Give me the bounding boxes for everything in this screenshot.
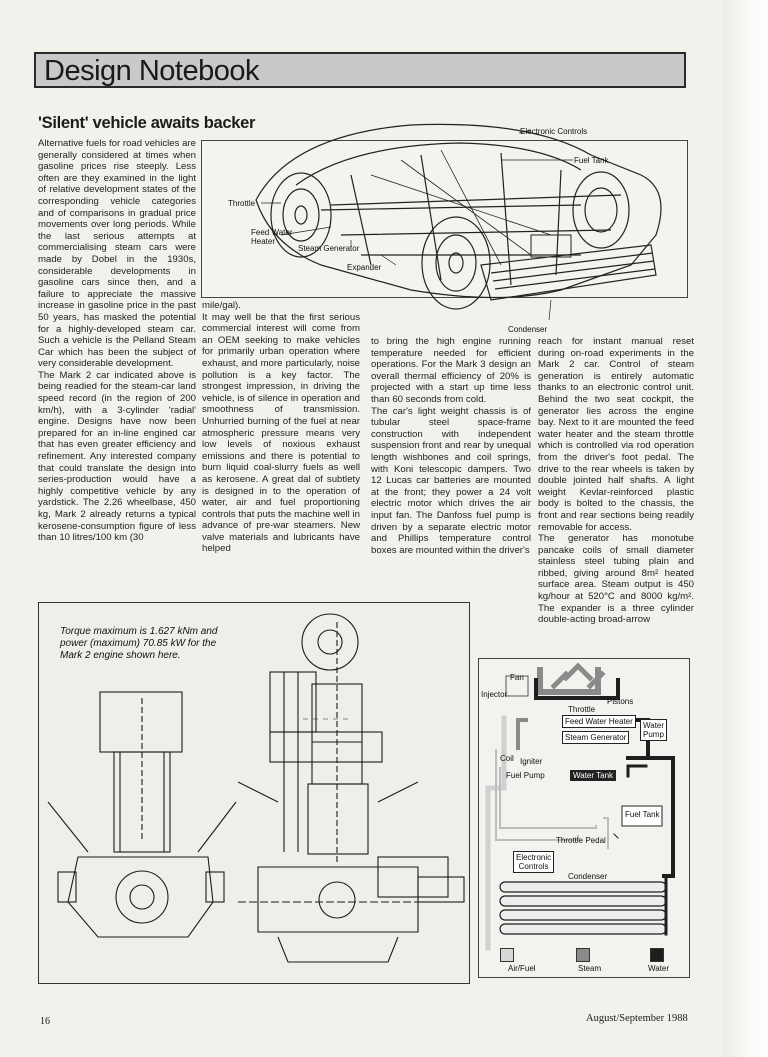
schem-label-feed-water-heater: Feed Water Heater bbox=[562, 715, 636, 728]
schem-label-electronic-controls: Electronic Controls bbox=[513, 851, 554, 873]
article-column-2: mile/gal). It may well be that the first serious commercial interest will come from an OEM seeking to make vehicles for primarily urban operation where exhaust, and more particularly, noise pollution is a key factor. The strongest impression, in driving the vehicle, is of silence in operation and smoothness of transmission. Unhurried burning of the fuel at near atmospheric pressure means very low levels of noxious exhaust emissions and there is potential to burn liquid coal-slurry fuels as well as kerosene. A great dal of subtlety is designed in to the operation of water, air and fuel proportioning controls that puts the machine well in advance of pre-war steamers. New valve materials and lubricants have helped bbox=[202, 300, 360, 555]
schem-label-fuel-tank: Fuel Tank bbox=[625, 810, 660, 819]
schem-label-fuel-pump: Fuel Pump bbox=[506, 771, 545, 780]
schem-label-water-tank: Water Tank bbox=[570, 770, 616, 781]
label-feed-water-heater: Feed Water Heater bbox=[251, 228, 293, 246]
article-headline: 'Silent' vehicle awaits backer bbox=[38, 114, 256, 132]
label-electronic-controls: Electronic Controls bbox=[520, 127, 588, 136]
schem-label-condenser: Condenser bbox=[568, 872, 608, 881]
schem-label-injector: Injector bbox=[481, 690, 508, 699]
page-edge bbox=[722, 0, 768, 1057]
section-title: Design Notebook bbox=[44, 55, 259, 87]
legend-swatch-air-fuel bbox=[500, 948, 514, 962]
schem-label-igniter: Igniter bbox=[520, 757, 543, 766]
schem-label-water-pump: Water Pump bbox=[640, 719, 667, 741]
label-condenser: Condenser bbox=[508, 325, 548, 334]
page-number: 16 bbox=[40, 1016, 50, 1027]
label-expander: Expander bbox=[347, 263, 382, 272]
section-header bbox=[34, 52, 686, 88]
issue-date: August/September 1988 bbox=[586, 1013, 688, 1024]
schem-label-steam-generator: Steam Generator bbox=[562, 731, 629, 744]
schem-label-pistons: Pistons bbox=[607, 697, 634, 706]
article-column-4: reach for instant manual reset during on-road experiments in the Mark 2 car. Control of steam generation is entirely automatic thanks to an electronic control unit. Behind the two seat cockpit, the generator lies across the engine bay. Next to it are mounted the feed water heater and the steam throttle which is controlled via rod operation from the driver's foot pedal. The drive to the rear wheels is taken by double jointed half shafts. A light weight Kevlar-reinforced plastic body is bolted to the chassis, the front and rear sections being readily removable for access. The generator has monotube pancake coils of small diameter stainless steel tubing plain and ribbed, giving around 8m² heated surface area. Steam output is 450 kg/hour at 520°C and 8000 kg/m². The expander is a three cylinder double-acting broad-arrow bbox=[538, 336, 694, 626]
legend-label-steam: Steam bbox=[578, 964, 602, 973]
legend-swatch-water bbox=[650, 948, 664, 962]
legend-label-air-fuel: Air/Fuel bbox=[508, 964, 536, 973]
legend-label-water: Water bbox=[648, 964, 670, 973]
schem-label-throttle-pedal: Throttle Pedal bbox=[556, 836, 606, 845]
legend-swatch-steam bbox=[576, 948, 590, 962]
label-throttle: Throttle bbox=[228, 199, 256, 208]
article-column-3: to bring the high engine running temperature needed for efficient operations. For the Mark 3 design an overall thermal efficiency of 20% is projected with a start up time less than 60 seconds from cold. The car's light weight chassis is of tubular steel space-frame construction with independent suspension front and rear by unequal length wishbones and coil springs, with Koni telescopic dampers. Two 12 Lucas car batteries are mounted at the front; they power a 24 volt electric motor which drives the air input fan. The Danfoss fuel pump is driven by a separate electric motor and Phillips temperature control boxes are mounted within the driver's bbox=[371, 336, 531, 556]
schem-label-throttle: Throttle bbox=[568, 705, 596, 714]
label-steam-generator: Steam Generator bbox=[298, 244, 360, 253]
engine-caption: Torque maximum is 1.627 kNm and power (maximum) 70.85 kW for the Mark 2 engine shown here. bbox=[60, 626, 218, 661]
schem-label-fan: Fan bbox=[510, 673, 524, 682]
label-fuel-tank: Fuel Tank bbox=[574, 156, 609, 165]
schem-label-coil: Coil bbox=[500, 754, 514, 763]
article-column-1: Alternative fuels for road vehicles are generally considered at times when gasoline prices rise steeply. Less often are they examined in the light of relative development states of the corresponding vehicle categories and of comparisons in gradual price movements over long periods. While the last serious attempts at commercialising steam cars were made by Dobel in the 1930s, considerable developments in gasoline cars since then, and a failure to appreciate the massive increase in gasoline price in the past 50 years, has masked the potential for a highly-developed steam car. Such a vehicle is the Pelland Steam Car which has been the subject of very considerable development. The Mark 2 car indicated above is being readied for the steam-car land speed record (in the region of 200 km/h), with a 3-cylinder 'radial' engine. Designs have now been prepared for an in-line engined car that has even greater efficiency and refinement. Any interested company that could translate the design into series-production would have a highly competitive vehicle by any yardstick. The 2.26 wheelbase, 450 kg, Mark 2 already returns a typical kerosene-consumption figure of less than 10 litres/100 km (30 bbox=[38, 138, 196, 544]
